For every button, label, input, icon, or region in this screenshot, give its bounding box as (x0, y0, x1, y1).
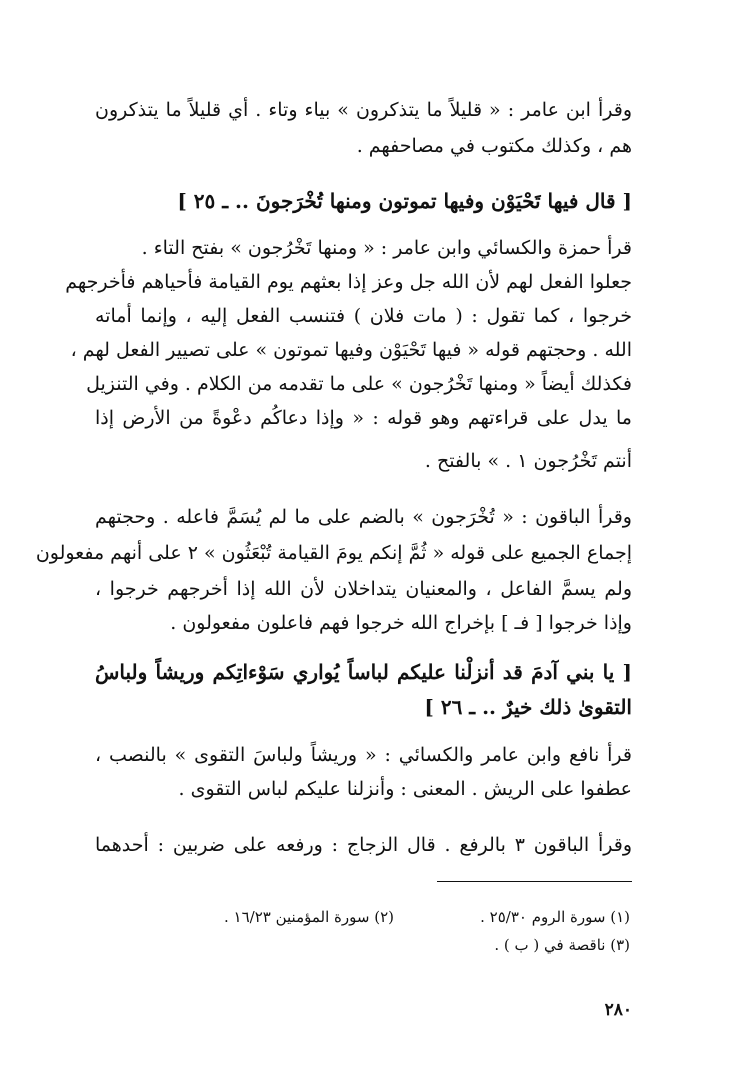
text-line: خرجوا ، كما تقول : ( مات فلان ) فتنسب الفعل إليه ، وإنما أماته (95, 305, 632, 327)
quran-verse-heading: التقوىٰ ذلك خيرٌ .. ـ ٢٦ ] (424, 695, 632, 719)
text-line: فكذلك أيضاً « ومنها تَخْرُجون » على ما تقدمه من الكلام . وفي التنزيل (86, 373, 632, 395)
text-line: إجماع الجميع على قوله « ثُمَّ إنكم يومَ القيامة تُبْعَثُون » ٢ على أنهم مفعولون (35, 542, 632, 564)
quran-verse-heading: [ يا بني آدمَ قد أنزلْنا عليكم لباساً يُواري سَوْءاتِكم وريشاً ولباسُ (95, 660, 632, 684)
text-line: جعلوا الفعل لهم لأن الله جل وعز إذا بعثهم يوم القيامة فأحياهم فأخرجهم (65, 271, 632, 293)
text-line: هم ، وكذلك مكتوب في مصاحفهم . (356, 135, 632, 157)
text-line: ما يدل على قراءتهم وهو قوله : « وإذا دعاكُم دعْوةً من الأرض إذا (95, 407, 632, 429)
footnote-1: (١) سورة الروم ٢٥/٣٠ . (480, 908, 630, 926)
text-line: أنتم تَخْرُجون ١ . » بالفتح . (424, 450, 632, 472)
text-line: الله . وحجتهم قوله « فيها تَحْيَوْن وفيها تموتون » على تصيير الفعل لهم ، (70, 339, 632, 361)
text-line: عطفوا على الريش . المعنى : وأنزلنا عليكم لباس التقوى . (178, 778, 632, 800)
quran-verse-heading: [ قال فيها تَحْيَوْن وفيها تموتون ومنها تُخْرَجونَ .. ـ ٢٥ ] (177, 189, 632, 213)
footnote-2: (٢) سورة المؤمنين ١٦/٢٣ . (224, 908, 394, 926)
text-line: وقرأ ابن عامر : « قليلاً ما يتذكرون » بياء وتاء . أي قليلاً ما يتذكرون (95, 99, 632, 121)
page-number: ٢٨٠ (604, 1000, 632, 1020)
footnote-3: (٣) ناقصة في ( ب ) . (494, 936, 630, 954)
text-line: قرأ نافع وابن عامر والكسائي : « وريشاً ولباسَ التقوى » بالنصب ، (95, 744, 632, 766)
text-line: وقرأ الباقون : « تُخْرَجون » بالضم على ما لم يُسَمَّ فاعله . وحجتهم (95, 506, 632, 528)
text-line: قرأ حمزة والكسائي وابن عامر : « ومنها تَخْرُجون » بفتح التاء . (141, 237, 632, 259)
text-line: ولم يسمَّ الفاعل ، والمعنيان يتداخلان لأن الله إذا أخرجهم خرجوا ، (95, 578, 632, 600)
text-line: وإذا خرجوا [ فـ ] بإخراج الله خرجوا فهم فاعلون مفعولون . (170, 612, 632, 634)
footnote-divider (437, 881, 632, 882)
text-line: وقرأ الباقون ٣ بالرفع . قال الزجاج : ورفعه على ضربين : أحدهما (95, 834, 632, 856)
